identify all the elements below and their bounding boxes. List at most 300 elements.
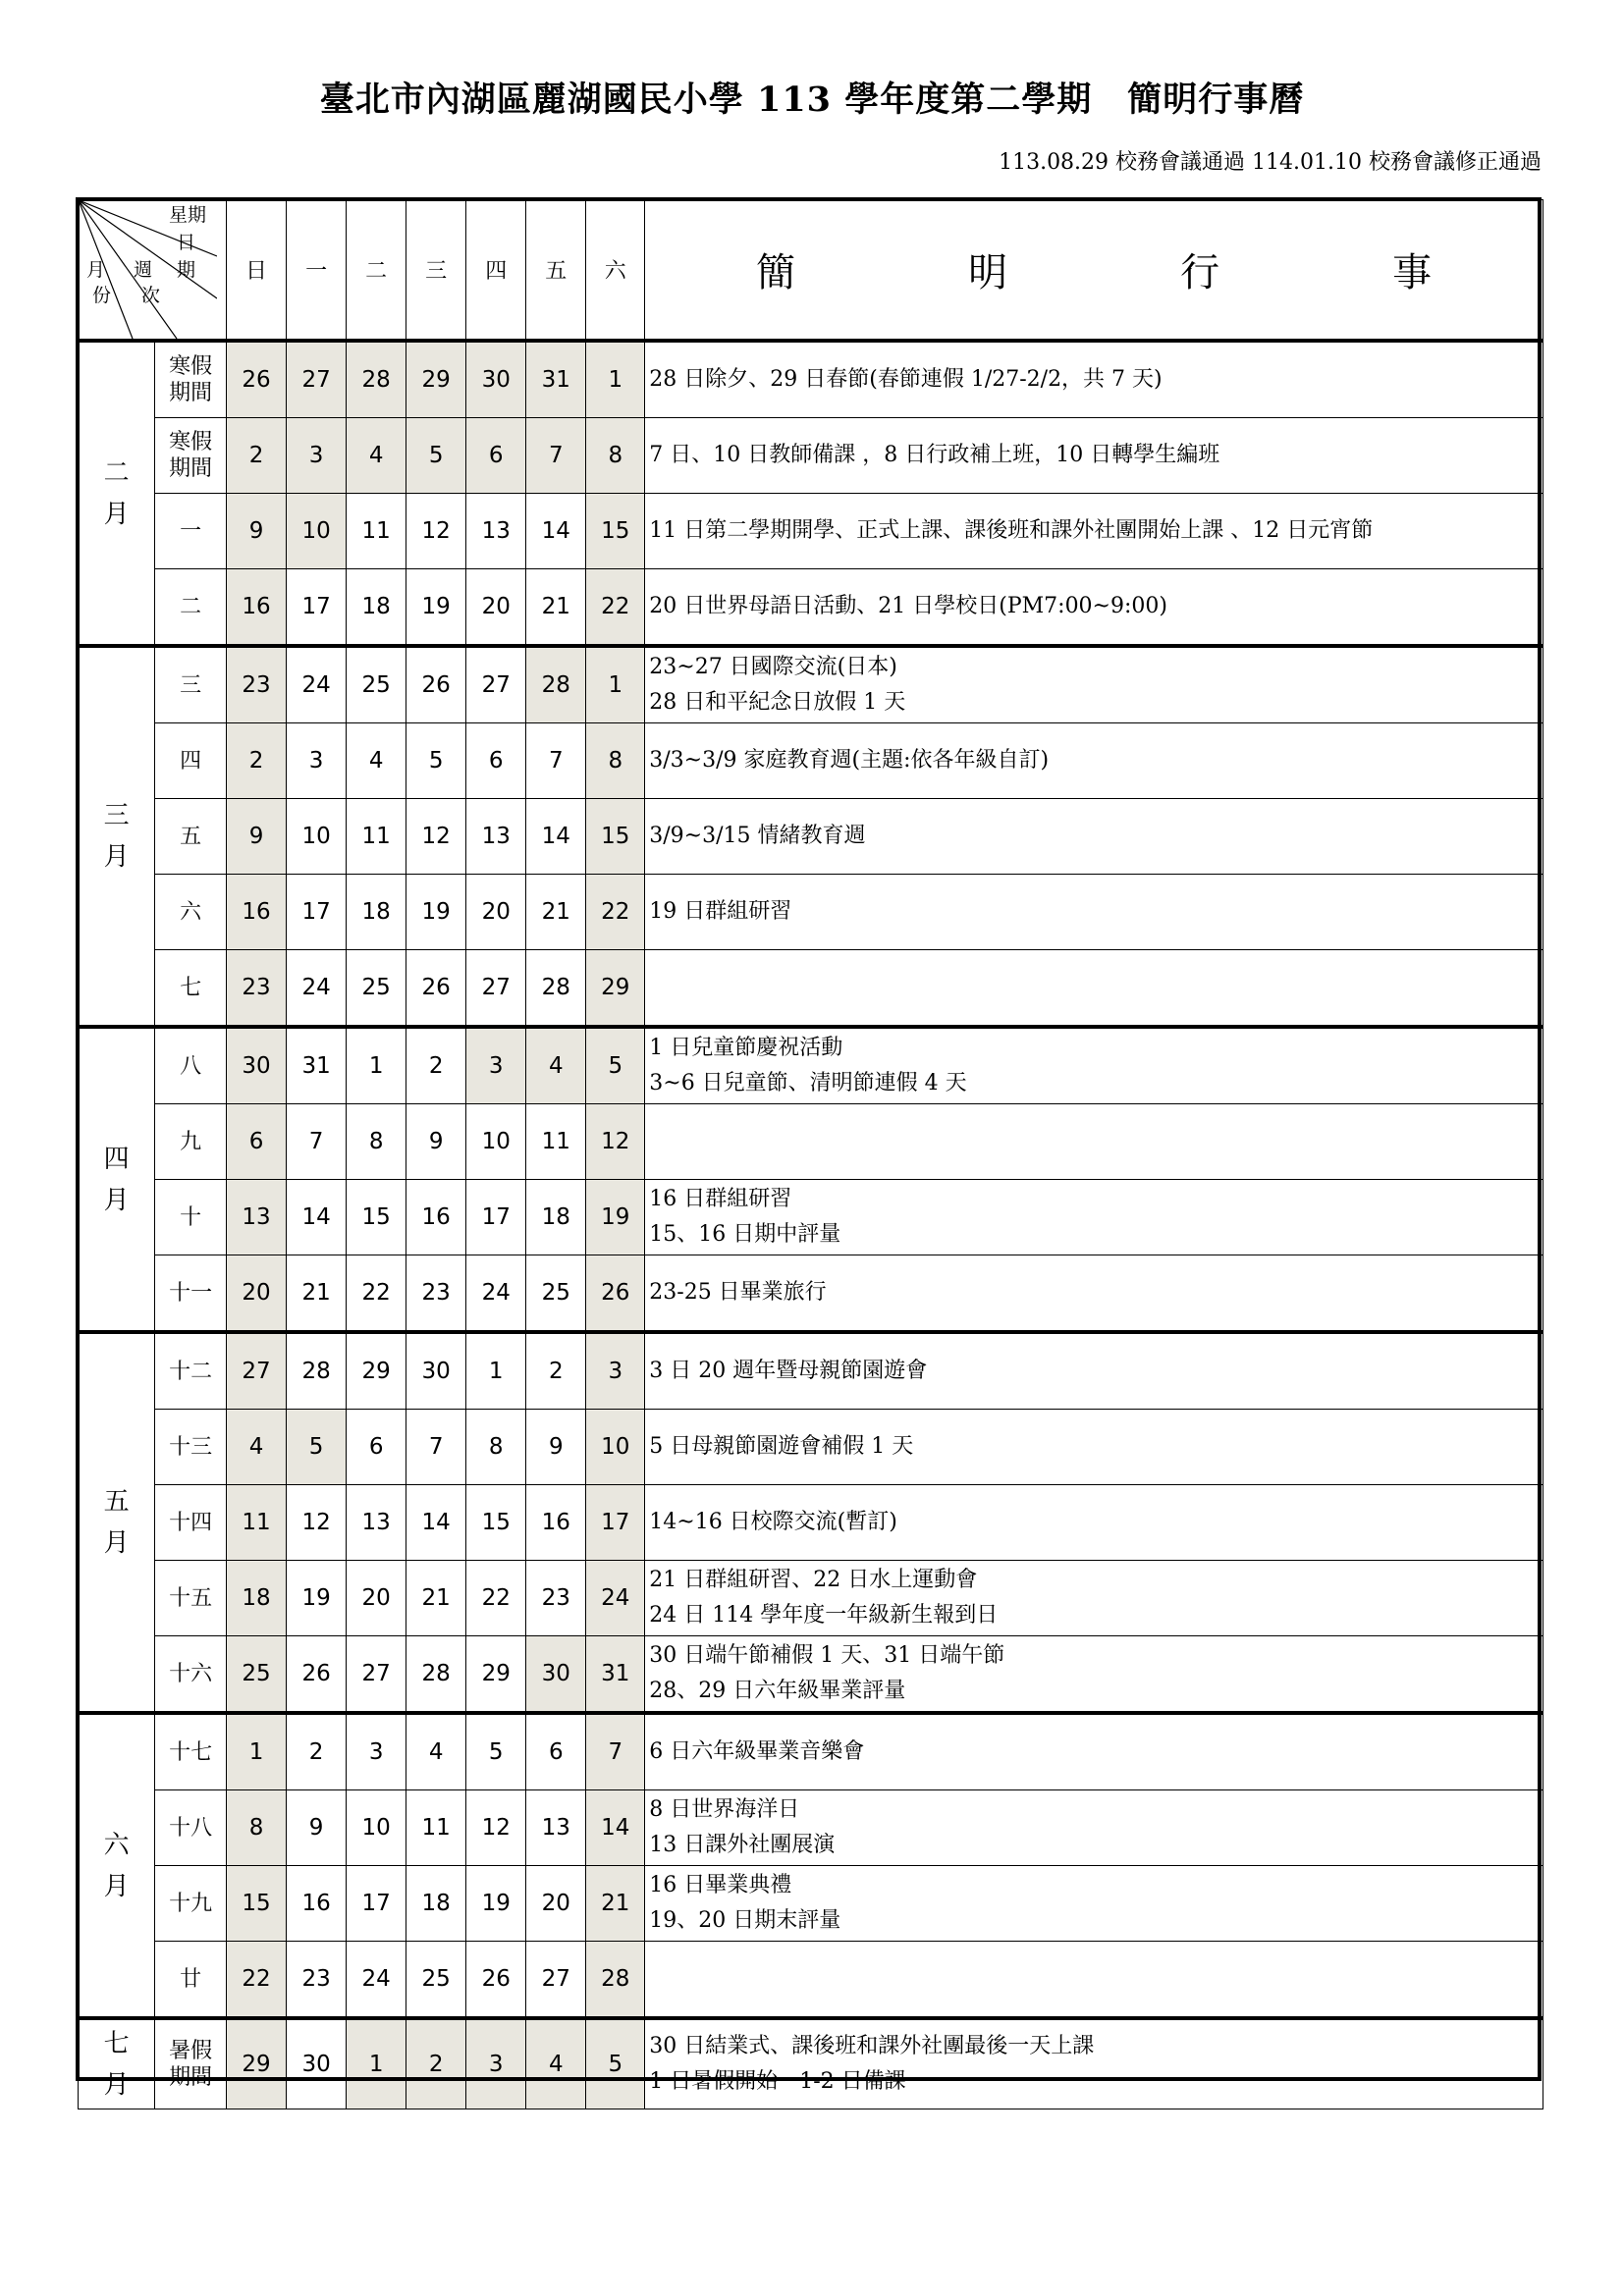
day-header-sun: 日 (227, 200, 287, 342)
week-row (79, 569, 1543, 647)
events-cell (645, 1104, 1543, 1180)
events-header-char: 簡 (756, 250, 796, 295)
event-line: 3 日 20 週年暨母親節園遊會 (649, 1359, 928, 1383)
week-label: 二 (155, 569, 227, 647)
events-cell (645, 1485, 1543, 1561)
day-cell: 5 (406, 723, 466, 799)
events-cell (645, 646, 1543, 723)
day-cell: 11 (347, 494, 406, 569)
day-cell: 21 (586, 1866, 645, 1942)
week-row (79, 799, 1543, 875)
week-row (79, 1410, 1543, 1485)
events-cell (645, 2018, 1543, 2109)
day-cell: 13 (227, 1180, 287, 1255)
day-cell: 2 (227, 723, 287, 799)
day-cell: 11 (526, 1104, 586, 1180)
week-label: 十七 (155, 1713, 227, 1790)
event-line: 23-25 日畢業旅行 (649, 1280, 827, 1305)
day-cell: 2 (406, 2018, 466, 2109)
month-label-char: 五 (103, 1487, 130, 1517)
week-label (155, 341, 227, 418)
event-line: 3/9~3/15 情緒教育週 (649, 824, 866, 848)
day-cell: 23 (227, 646, 287, 723)
event-line: 5 日母親節園遊會補假 1 天 (649, 1434, 914, 1459)
day-cell: 17 (287, 875, 347, 950)
day-cell: 26 (586, 1255, 645, 1333)
corner-label-yue: 月 (86, 259, 106, 281)
week-row (79, 1561, 1543, 1636)
week-row (79, 1713, 1543, 1790)
day-cell: 13 (466, 494, 526, 569)
day-cell: 1 (466, 1332, 526, 1410)
week-label: 十二 (155, 1332, 227, 1410)
day-cell: 15 (227, 1866, 287, 1942)
event-line: 28 日除夕、29 日春節(春節連假 1/27-2/2，共 7 天) (649, 367, 1163, 392)
week-row (79, 494, 1543, 569)
day-cell: 4 (347, 418, 406, 494)
day-cell: 26 (466, 1942, 526, 2019)
day-cell: 6 (227, 1104, 287, 1180)
day-cell: 16 (227, 875, 287, 950)
week-label-line: 暑假 (169, 2039, 213, 2063)
day-cell: 9 (287, 1790, 347, 1866)
event-line: 19 日群組研習 (649, 899, 792, 924)
day-cell: 4 (526, 2018, 586, 2109)
events-cell (645, 418, 1543, 494)
day-cell: 22 (586, 875, 645, 950)
day-cell: 3 (466, 2018, 526, 2109)
month-label (79, 341, 155, 646)
events-cell (645, 1180, 1543, 1255)
day-cell: 15 (347, 1180, 406, 1255)
events-header-char: 行 (1180, 250, 1220, 295)
corner-label-ci: 次 (141, 285, 161, 306)
day-cell: 3 (347, 1713, 406, 1790)
day-cell: 1 (586, 646, 645, 723)
day-cell: 2 (227, 418, 287, 494)
week-label: 三 (155, 646, 227, 723)
day-cell: 8 (586, 723, 645, 799)
day-header-fri: 五 (526, 200, 586, 342)
day-cell: 24 (287, 950, 347, 1028)
day-cell: 16 (526, 1485, 586, 1561)
corner-label-qi: 期 (177, 259, 196, 281)
day-header-wed: 三 (406, 200, 466, 342)
day-cell: 28 (347, 341, 406, 418)
day-cell: 15 (586, 494, 645, 569)
corner-label-ri: 日 (177, 232, 196, 253)
event-line: 30 日結業式、課後班和課外社團最後一天上課 (649, 2034, 1095, 2058)
week-row (79, 341, 1543, 418)
day-cell: 18 (526, 1180, 586, 1255)
day-cell: 2 (526, 1332, 586, 1410)
week-label: 四 (155, 723, 227, 799)
month-label-char: 六 (103, 1830, 130, 1860)
day-cell: 10 (466, 1104, 526, 1180)
day-cell: 5 (287, 1410, 347, 1485)
day-cell: 21 (526, 875, 586, 950)
week-row (79, 1942, 1543, 2019)
day-cell: 8 (586, 418, 645, 494)
day-cell: 5 (406, 418, 466, 494)
day-cell: 7 (586, 1713, 645, 1790)
event-line: 20 日世界母語日活動、21 日學校日(PM7:00~9:00) (649, 594, 1167, 618)
day-cell: 13 (466, 799, 526, 875)
month-label-char: 月 (103, 1185, 130, 1215)
week-label: 七 (155, 950, 227, 1028)
day-cell: 1 (347, 1027, 406, 1104)
events-cell (645, 341, 1543, 418)
day-cell: 12 (287, 1485, 347, 1561)
day-cell: 14 (526, 799, 586, 875)
header-corner (79, 200, 227, 342)
week-label (155, 418, 227, 494)
month-label-char: 月 (103, 1871, 130, 1901)
week-label: 十五 (155, 1561, 227, 1636)
day-cell: 27 (466, 646, 526, 723)
week-label: 五 (155, 799, 227, 875)
day-cell: 3 (466, 1027, 526, 1104)
day-cell: 3 (287, 723, 347, 799)
week-label: 六 (155, 875, 227, 950)
week-label-line: 寒假 (169, 430, 213, 454)
day-cell: 20 (466, 569, 526, 647)
day-cell: 17 (586, 1485, 645, 1561)
day-cell: 18 (406, 1866, 466, 1942)
day-cell: 8 (227, 1790, 287, 1866)
events-cell (645, 875, 1543, 950)
day-cell: 30 (406, 1332, 466, 1410)
events-cell (645, 1027, 1543, 1104)
day-cell: 10 (287, 494, 347, 569)
day-cell: 30 (287, 2018, 347, 2109)
corner-label-xingqi: 星期 (169, 204, 207, 226)
day-cell: 28 (406, 1636, 466, 1714)
week-label-line: 期間 (169, 381, 213, 405)
week-row (79, 1485, 1543, 1561)
events-header-char: 明 (968, 250, 1008, 295)
day-cell: 2 (406, 1027, 466, 1104)
header-row (79, 200, 1543, 342)
corner-label-zhou: 週 (134, 259, 153, 281)
month-label (79, 1332, 155, 1713)
month-label-char: 七 (103, 2029, 130, 2058)
day-cell: 28 (526, 950, 586, 1028)
day-cell: 10 (586, 1410, 645, 1485)
day-cell: 19 (406, 875, 466, 950)
day-cell: 16 (406, 1180, 466, 1255)
event-line: 7 日、10 日教師備課 ，8 日行政補上班，10 日轉學生編班 (649, 443, 1220, 467)
month-label-char: 月 (103, 499, 130, 529)
week-row (79, 418, 1543, 494)
day-cell: 3 (287, 418, 347, 494)
week-row (79, 646, 1543, 723)
day-cell: 25 (227, 1636, 287, 1714)
day-cell: 13 (347, 1485, 406, 1561)
day-cell: 21 (406, 1561, 466, 1636)
month-label (79, 2018, 155, 2109)
events-header (645, 200, 1543, 342)
calendar-table (78, 199, 1543, 2109)
day-cell: 9 (227, 494, 287, 569)
day-cell: 27 (287, 341, 347, 418)
week-row (79, 2018, 1543, 2109)
week-row (79, 1790, 1543, 1866)
day-cell: 28 (586, 1942, 645, 2019)
day-cell: 31 (586, 1636, 645, 1714)
day-cell: 12 (406, 494, 466, 569)
event-line: 1 日兒童節慶祝活動 (649, 1036, 843, 1060)
day-cell: 9 (526, 1410, 586, 1485)
event-line: 3/3~3/9 家庭教育週(主題:依各年級自訂) (649, 748, 1050, 773)
corner-label-fen: 份 (92, 285, 112, 306)
day-cell: 14 (406, 1485, 466, 1561)
events-cell (645, 799, 1543, 875)
day-cell: 23 (406, 1255, 466, 1333)
day-cell: 26 (287, 1636, 347, 1714)
events-cell (645, 1942, 1543, 2019)
day-cell: 5 (466, 1713, 526, 1790)
day-cell: 22 (466, 1561, 526, 1636)
week-label: 十六 (155, 1636, 227, 1714)
day-cell: 20 (347, 1561, 406, 1636)
day-cell: 3 (586, 1332, 645, 1410)
event-line: 30 日端午節補假 1 天、31 日端午節 (649, 1643, 1005, 1668)
day-cell: 4 (227, 1410, 287, 1485)
month-label (79, 1713, 155, 2018)
week-row (79, 1866, 1543, 1942)
day-cell: 17 (287, 569, 347, 647)
week-label: 一 (155, 494, 227, 569)
day-cell: 18 (347, 875, 406, 950)
day-cell: 6 (347, 1410, 406, 1485)
day-cell: 19 (287, 1561, 347, 1636)
week-row (79, 1104, 1543, 1180)
event-line: 15、16 日期中評量 (649, 1222, 841, 1247)
day-cell: 29 (347, 1332, 406, 1410)
events-cell (645, 1636, 1543, 1714)
day-cell: 15 (466, 1485, 526, 1561)
day-cell: 5 (586, 1027, 645, 1104)
day-cell: 16 (287, 1866, 347, 1942)
day-cell: 22 (347, 1255, 406, 1333)
day-cell: 24 (347, 1942, 406, 2019)
month-label-char: 二 (103, 457, 130, 488)
day-cell: 12 (586, 1104, 645, 1180)
day-cell: 28 (526, 646, 586, 723)
day-header-sat: 六 (586, 200, 645, 342)
event-line: 24 日 114 學年度一年級新生報到日 (649, 1603, 999, 1628)
day-cell: 16 (227, 569, 287, 647)
day-cell: 24 (466, 1255, 526, 1333)
day-cell: 1 (347, 2018, 406, 2109)
day-cell: 12 (466, 1790, 526, 1866)
day-cell: 24 (586, 1561, 645, 1636)
day-cell: 8 (466, 1410, 526, 1485)
day-cell: 29 (466, 1636, 526, 1714)
day-cell: 22 (586, 569, 645, 647)
month-label-char: 月 (103, 842, 130, 872)
day-cell: 14 (526, 494, 586, 569)
day-cell: 31 (526, 341, 586, 418)
week-label: 廿 (155, 1942, 227, 2019)
event-line: 16 日群組研習 (649, 1187, 792, 1211)
day-cell: 20 (227, 1255, 287, 1333)
page-title: 臺北市內湖區麗湖國民小學 113 學年度第二學期 簡明行事曆 (319, 80, 1305, 120)
day-cell: 2 (287, 1713, 347, 1790)
month-label (79, 1027, 155, 1332)
week-row (79, 1027, 1543, 1104)
month-label-char: 三 (103, 801, 130, 830)
day-cell: 4 (406, 1713, 466, 1790)
day-cell: 25 (347, 950, 406, 1028)
week-row (79, 875, 1543, 950)
event-line: 14~16 日校際交流(暫訂) (649, 1510, 897, 1534)
events-cell (645, 1866, 1543, 1942)
day-cell: 18 (347, 569, 406, 647)
day-cell: 12 (406, 799, 466, 875)
event-line: 28 日和平紀念日放假 1 天 (649, 690, 906, 715)
day-cell: 11 (406, 1790, 466, 1866)
day-cell: 20 (466, 875, 526, 950)
day-cell: 14 (287, 1180, 347, 1255)
day-cell: 30 (526, 1636, 586, 1714)
day-cell: 25 (347, 646, 406, 723)
events-cell (645, 1561, 1543, 1636)
day-cell: 10 (287, 799, 347, 875)
day-cell: 23 (227, 950, 287, 1028)
day-cell: 24 (287, 646, 347, 723)
day-cell: 23 (287, 1942, 347, 2019)
day-cell: 29 (406, 341, 466, 418)
day-cell: 31 (287, 1027, 347, 1104)
day-cell: 7 (526, 418, 586, 494)
day-cell: 9 (406, 1104, 466, 1180)
events-header-char: 事 (1392, 250, 1433, 295)
week-row (79, 1332, 1543, 1410)
day-cell: 5 (586, 2018, 645, 2109)
week-row (79, 950, 1543, 1028)
day-cell: 21 (287, 1255, 347, 1333)
day-cell: 7 (406, 1410, 466, 1485)
day-cell: 1 (227, 1713, 287, 1790)
week-label: 十一 (155, 1255, 227, 1333)
month-label-char: 月 (103, 1528, 130, 1558)
day-cell: 14 (586, 1790, 645, 1866)
day-cell: 19 (406, 569, 466, 647)
day-cell: 27 (347, 1636, 406, 1714)
week-row (79, 1180, 1543, 1255)
day-cell: 15 (586, 799, 645, 875)
event-line: 28、29 日六年級畢業評量 (649, 1679, 906, 1703)
week-row (79, 723, 1543, 799)
events-cell (645, 1790, 1543, 1866)
week-label-line: 期間 (169, 2065, 213, 2090)
day-cell: 27 (526, 1942, 586, 2019)
week-row (79, 1636, 1543, 1714)
day-cell: 4 (347, 723, 406, 799)
week-label: 九 (155, 1104, 227, 1180)
day-header-thu: 四 (466, 200, 526, 342)
day-cell: 22 (227, 1942, 287, 2019)
day-cell: 19 (466, 1866, 526, 1942)
day-cell: 6 (466, 723, 526, 799)
day-cell: 26 (406, 950, 466, 1028)
day-cell: 23 (526, 1561, 586, 1636)
day-header-tue: 二 (347, 200, 406, 342)
week-label: 十 (155, 1180, 227, 1255)
day-cell: 30 (227, 1027, 287, 1104)
day-cell: 18 (227, 1561, 287, 1636)
week-label: 十四 (155, 1485, 227, 1561)
events-cell (645, 494, 1543, 569)
day-cell: 27 (466, 950, 526, 1028)
month-label-char: 月 (103, 2070, 130, 2100)
events-cell (645, 1332, 1543, 1410)
day-cell: 11 (227, 1485, 287, 1561)
event-line: 3~6 日兒童節、清明節連假 4 天 (649, 1071, 967, 1095)
day-cell: 27 (227, 1332, 287, 1410)
day-cell: 17 (466, 1180, 526, 1255)
week-label (155, 2018, 227, 2109)
day-cell: 28 (287, 1332, 347, 1410)
event-line: 19、20 日期末評量 (649, 1908, 841, 1933)
day-cell: 9 (227, 799, 287, 875)
day-cell: 1 (586, 341, 645, 418)
day-cell: 20 (526, 1866, 586, 1942)
day-cell: 21 (526, 569, 586, 647)
day-cell: 25 (526, 1255, 586, 1333)
event-line: 23~27 日國際交流(日本) (649, 655, 897, 679)
month-label (79, 646, 155, 1027)
day-cell: 17 (347, 1866, 406, 1942)
event-line: 21 日群組研習、22 日水上運動會 (649, 1568, 978, 1592)
week-label: 十九 (155, 1866, 227, 1942)
event-line: 6 日六年級畢業音樂會 (649, 1739, 865, 1764)
event-line: 16 日畢業典禮 (649, 1873, 792, 1897)
event-line: 11 日第二學期開學、正式上課、課後班和課外社團開始上課 、12 日元宵節 (649, 518, 1374, 543)
day-cell: 29 (586, 950, 645, 1028)
day-cell: 8 (347, 1104, 406, 1180)
events-cell (645, 723, 1543, 799)
events-cell (645, 1255, 1543, 1333)
day-cell: 6 (526, 1713, 586, 1790)
week-label: 八 (155, 1027, 227, 1104)
event-line: 1 日暑假開始 1-2 日備課 (649, 2069, 906, 2094)
day-cell: 7 (526, 723, 586, 799)
day-cell: 4 (526, 1027, 586, 1104)
events-cell (645, 1410, 1543, 1485)
event-line: 8 日世界海洋日 (649, 1797, 800, 1822)
day-cell: 25 (406, 1942, 466, 2019)
day-cell: 10 (347, 1790, 406, 1866)
month-label-char: 四 (103, 1144, 130, 1174)
day-cell: 30 (466, 341, 526, 418)
day-cell: 13 (526, 1790, 586, 1866)
approval-note: 113.08.29 校務會議通過 114.01.10 校務會議修正通過 (999, 150, 1542, 175)
day-cell: 26 (406, 646, 466, 723)
day-cell: 11 (347, 799, 406, 875)
week-label: 十三 (155, 1410, 227, 1485)
events-cell (645, 950, 1543, 1028)
week-label-line: 寒假 (169, 354, 213, 379)
event-line: 13 日課外社團展演 (649, 1833, 836, 1857)
day-cell: 26 (227, 341, 287, 418)
day-cell: 19 (586, 1180, 645, 1255)
day-header-mon: 一 (287, 200, 347, 342)
week-row (79, 1255, 1543, 1333)
day-cell: 6 (466, 418, 526, 494)
